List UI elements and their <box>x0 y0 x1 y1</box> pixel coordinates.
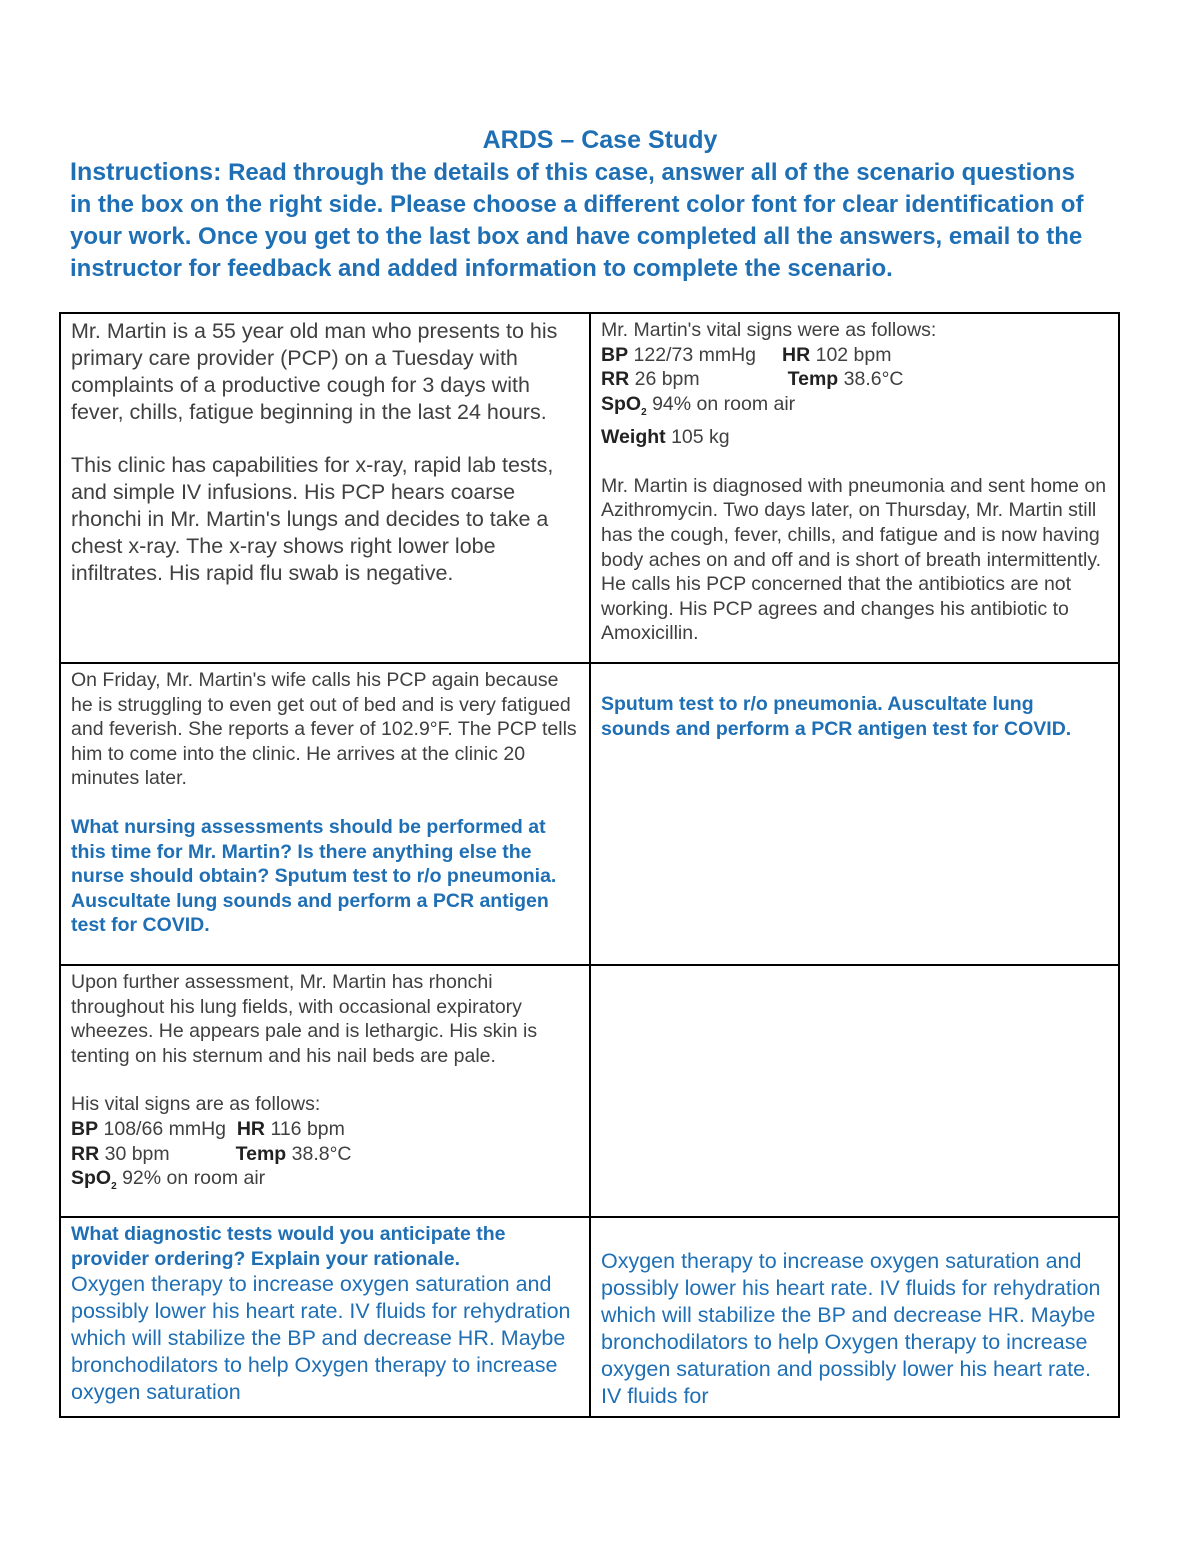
vitals-intro: Mr. Martin's vital signs were as follows: <box>601 319 937 341</box>
row3-vitals-spo2 <box>71 1166 579 1199</box>
spo2-value: 92% on room air <box>122 1167 266 1190</box>
temp-label: Temp <box>235 1142 287 1165</box>
row3-right-cell <box>590 965 1119 1217</box>
rr-label: RR <box>71 1142 100 1165</box>
bp-label: BP <box>71 1117 99 1140</box>
vitals-line-bp-hr <box>601 343 1108 368</box>
rr-value: 30 bpm <box>104 1142 170 1165</box>
table-row <box>60 1217 1119 1417</box>
row3-vitals-intro: His vital signs are as follows: <box>71 1093 321 1116</box>
instructions <box>70 156 1100 285</box>
row2-left-cell <box>60 663 590 965</box>
row3-left-paragraph-1: Upon further assessment, Mr. Martin has rhonchi throughout his lung fields, with occasional expiratory wheezes. He appears pale and is lethargic. His skin is tenting on his sternum and his nail beds are pale. <box>71 971 538 1067</box>
row4-left-answer: Oxygen therapy to increase oxygen saturation and possibly lower his heart rate. IV fluids for rehydration which will stabilize the BP and decrease HR. Maybe bronchodilators to help Oxygen therapy to increase oxygen saturation <box>71 1272 571 1405</box>
case-study-table <box>59 312 1120 1418</box>
row4-right-cell <box>590 1217 1119 1417</box>
hr-label: HR <box>236 1117 266 1140</box>
hr-value: 116 bpm <box>270 1117 345 1140</box>
weight-label: Weight <box>601 426 666 449</box>
bp-value: 108/66 mmHg <box>103 1117 226 1140</box>
row2-question: What nursing assessments should be performed at this time for Mr. Martin? Is there anything else the nurse should obtain? Sputum test to r/o pneumonia. Auscultate lung sounds and perform a PCR antigen test for COVID. <box>71 815 557 937</box>
table-row <box>60 313 1119 663</box>
spo2-label: SpO$_2$ <box>601 392 647 418</box>
instructions-label: Instructions: <box>70 158 222 186</box>
rr-value: 26 bpm <box>634 368 700 391</box>
row2-answer: Sputum test to r/o pneumonia. Auscultate lung sounds and perform a PCR antigen test for COVID. <box>601 693 1072 740</box>
bp-label: BP <box>601 343 629 366</box>
bp-value: 122/73 mmHg <box>633 343 756 366</box>
row4-question: What diagnostic tests would you anticipate the provider ordering? Explain your rationale. <box>71 1223 506 1270</box>
hr-value: 102 bpm <box>815 343 892 366</box>
row3-vitals-bp-hr <box>71 1117 579 1142</box>
temp-value: 38.6°C <box>843 368 904 391</box>
spo2-label: SpO$_2$ <box>71 1167 117 1193</box>
vitals-line-spo2 <box>601 392 1108 425</box>
row2-right-cell <box>590 663 1119 965</box>
row4-right-answer: Oxygen therapy to increase oxygen saturation and possibly lower his heart rate. IV fluids for rehydration which will stabilize the BP and decrease HR. Maybe bronchodilators to help Oxygen therapy to increase oxygen saturation and possibly lower his heart rate. IV fluids for <box>601 1249 1101 1408</box>
temp-label: Temp <box>787 368 839 391</box>
row1-left-paragraph-1: Mr. Martin is a 55 year old man who presents to his primary care provider (PCP) on a Tuesday with complaints of a productive cough for 3 days with fever, chills, fatigue beginning in the last 24 hours. <box>71 319 558 424</box>
row1-left-cell <box>60 313 590 663</box>
temp-value: 38.8°C <box>291 1142 352 1165</box>
vitals-line-rr-temp <box>601 367 1108 392</box>
vitals-line-weight <box>601 425 1108 450</box>
table-row <box>60 965 1119 1217</box>
row1-right-paragraph-2: Mr. Martin is diagnosed with pneumonia and sent home on Azithromycin. Two days later, on Thursday, Mr. Martin still has the cough, fever, chills, and fatigue and is now having body aches on and off and is short of breath intermittently. He calls his PCP concerned that the antibiotics are not working. His PCP agrees and changes his antibiotic to Amoxicillin. <box>601 474 1107 645</box>
row1-right-cell <box>590 313 1119 663</box>
row2-left-paragraph-1: On Friday, Mr. Martin's wife calls his PCP again because he is struggling to even get out of bed and is very fatigued and feverish. She reports a fever of 102.9°F. The PCP tells him to come into the clinic. He arrives at the clinic 20 minutes later. <box>71 669 577 790</box>
weight-value: 105 kg <box>671 426 730 449</box>
page-title: ARDS – Case Study <box>482 126 718 154</box>
instructions-text: Read through the details of this case, answer all of the scenario questions in the box on the right side. Please choose a different color font for clear identification of your work. Once you get to the last box and have completed all the answers, email to the instructor for feedback and added information to complete the scenario. <box>70 159 1084 282</box>
table-row <box>60 663 1119 965</box>
spo2-value: 94% on room air <box>652 392 796 415</box>
row3-vitals-rr-temp <box>71 1142 579 1167</box>
row4-left-cell <box>60 1217 590 1417</box>
hr-label: HR <box>782 343 811 366</box>
row1-left-paragraph-2: This clinic has capabilities for x-ray, rapid lab tests, and simple IV infusions. His PCP hears coarse rhonchi in Mr. Martin's lungs and decides to take a chest x-ray. The x-ray shows right lower lobe infiltrates. His rapid flu swab is negative. <box>71 453 554 585</box>
row3-left-cell <box>60 965 590 1217</box>
rr-label: RR <box>601 368 630 391</box>
